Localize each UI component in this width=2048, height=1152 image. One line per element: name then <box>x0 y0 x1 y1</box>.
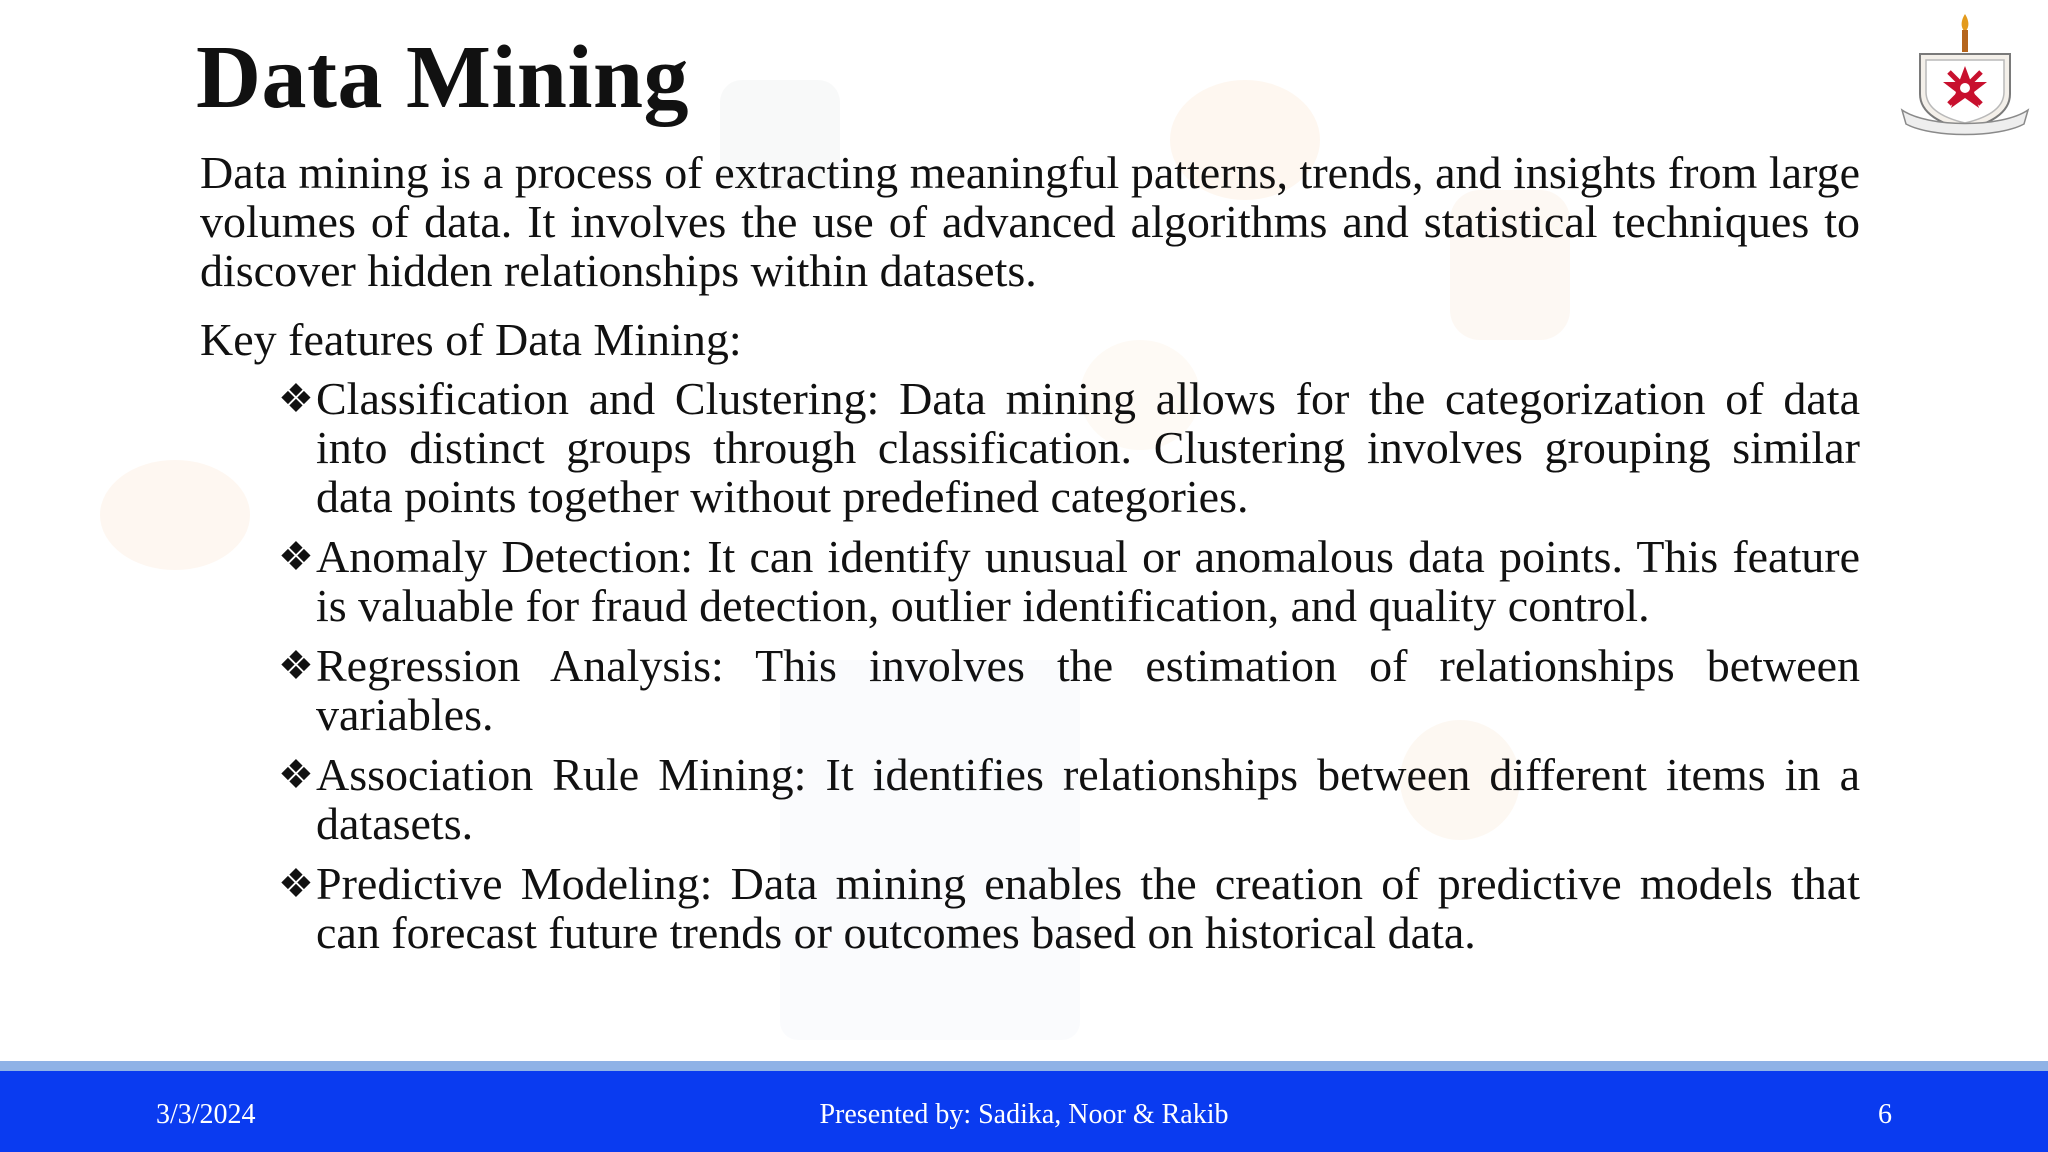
slide-title: Data Mining <box>196 28 690 127</box>
key-features-heading: Key features of Data Mining: <box>200 314 742 365</box>
four-diamond-bullet-icon: ❖ <box>278 861 314 906</box>
footer-page-number: 6 <box>1878 1099 1892 1130</box>
four-diamond-bullet-icon: ❖ <box>278 752 314 797</box>
feature-text: Classification and Clustering: Data mining allows for the categorization of data into distinct groups through classification. Clustering involves grouping similar data points together without predefined categories. <box>316 373 1860 522</box>
list-item <box>278 640 1860 740</box>
four-diamond-bullet-icon: ❖ <box>278 376 314 421</box>
footer-date: 3/3/2024 <box>156 1099 256 1130</box>
feature-text: Anomaly Detection: It can identify unusual or anomalous data points. This feature is valuable for fraud detection, outlier identification, and quality control. <box>316 531 1860 631</box>
slide-body <box>200 148 1860 968</box>
list-item <box>278 531 1860 631</box>
feature-text: Regression Analysis: This involves the estimation of relationships between variables. <box>316 640 1860 740</box>
feature-text: Predictive Modeling: Data mining enables the creation of predictive models that can forecast future trends or outcomes based on historical data. <box>316 858 1860 958</box>
footer-presenter: Presented by: Sadika, Noor & Rakib <box>819 1099 1229 1130</box>
list-item <box>278 749 1860 849</box>
feature-text: Association Rule Mining: It identifies relationships between different items in a datasets. <box>316 749 1860 849</box>
list-item <box>278 373 1860 522</box>
features-list <box>200 374 1860 957</box>
four-diamond-bullet-icon: ❖ <box>278 643 314 688</box>
list-item <box>278 858 1860 958</box>
intro-paragraph: Data mining is a process of extracting meaningful patterns, trends, and insights from large volumes of data. It involves the use of advanced algorithms and statistical techniques to discover hidden relationships within datasets. <box>200 147 1860 296</box>
university-emblem-icon <box>1898 10 2032 140</box>
slide-footer <box>0 1071 2048 1152</box>
four-diamond-bullet-icon: ❖ <box>278 534 314 579</box>
footer-accent-line <box>0 1061 2048 1071</box>
